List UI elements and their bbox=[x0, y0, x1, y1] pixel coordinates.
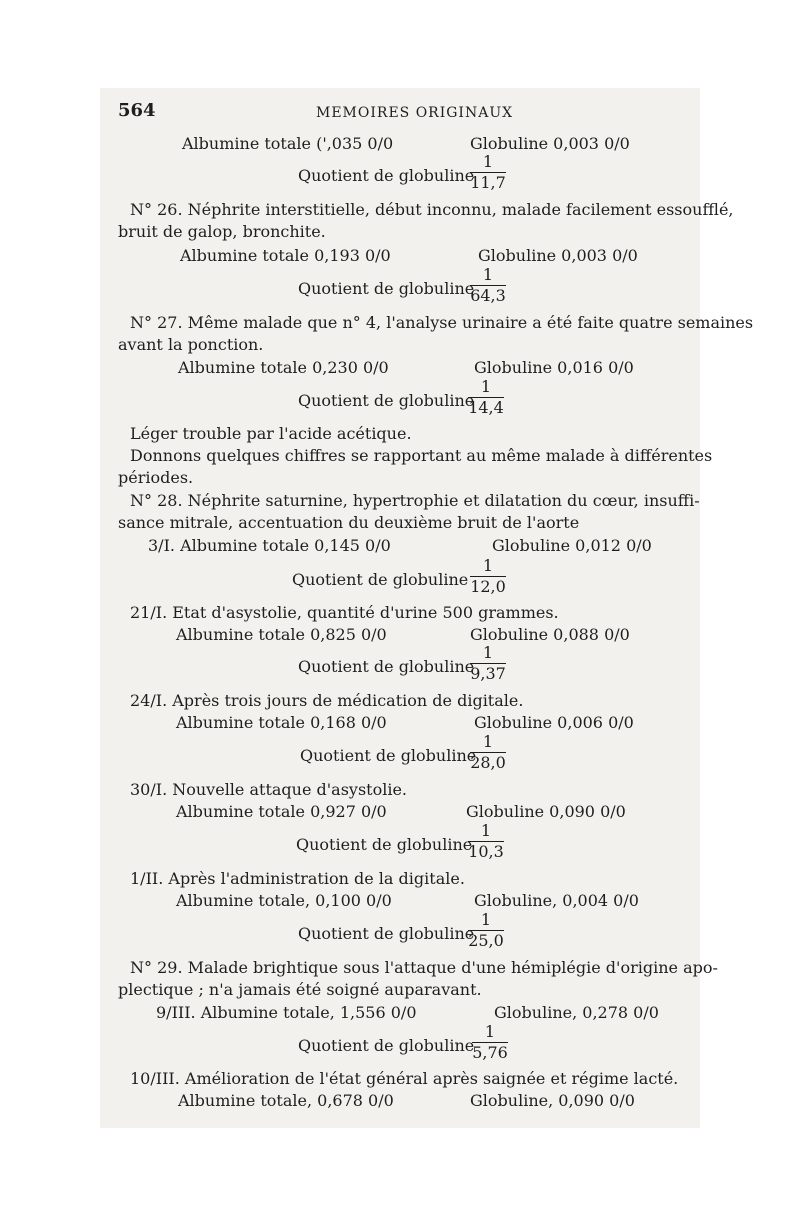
text-line: Albumine totale 0,825 0/0 bbox=[176, 625, 387, 644]
text-line: Globuline 0,088 0/0 bbox=[470, 625, 630, 644]
text-line: Globuline 0,012 0/0 bbox=[492, 536, 652, 555]
text-line: avant la ponction. bbox=[118, 335, 264, 354]
text-line: N° 29. Malade brightique sous l'attaque d'une hémiplégie d'origine apo- bbox=[130, 958, 718, 977]
text-line: Globuline 0,090 0/0 bbox=[466, 802, 626, 821]
quotient-label: Quotient de globuline bbox=[296, 835, 473, 854]
fraction-denominator: 5,76 bbox=[472, 1043, 508, 1062]
text-line: N° 28. Néphrite saturnine, hypertrophie et dilatation du cœur, insuffi- bbox=[130, 491, 700, 510]
quotient-fraction bbox=[466, 378, 506, 417]
quotient-fraction bbox=[470, 1023, 510, 1062]
text-line: périodes. bbox=[118, 468, 194, 487]
text-line: N° 26. Néphrite interstitielle, début inconnu, malade facilement essoufflé, bbox=[130, 200, 734, 219]
text-line: 3/I. Albumine totale 0,145 0/0 bbox=[148, 536, 391, 555]
fraction-denominator: 25,0 bbox=[468, 931, 504, 950]
fraction-numerator: 1 bbox=[480, 910, 492, 929]
fraction-numerator: 1 bbox=[482, 556, 494, 575]
fraction-denominator: 12,0 bbox=[470, 577, 506, 596]
text-line: Albumine totale, 0,100 0/0 bbox=[176, 891, 392, 910]
text-line: Globuline 0,016 0/0 bbox=[474, 358, 634, 377]
quotient-label: Quotient de globuline bbox=[298, 1036, 475, 1055]
quotient-fraction bbox=[468, 557, 508, 596]
fraction-numerator: 1 bbox=[484, 1022, 496, 1041]
text-line: Globuline, 0,278 0/0 bbox=[494, 1003, 659, 1022]
text-line: Globuline 0,006 0/0 bbox=[474, 713, 634, 732]
text-line: N° 27. Même malade que n° 4, l'analyse urinaire a été faite quatre semaines bbox=[130, 313, 754, 332]
fraction-numerator: 1 bbox=[480, 377, 492, 396]
fraction-denominator: 11,7 bbox=[470, 173, 506, 192]
text-line: Globuline, 0,004 0/0 bbox=[474, 891, 639, 910]
text-line: Donnons quelques chiffres se rapportant au même malade à différentes bbox=[130, 446, 713, 465]
fraction-numerator: 1 bbox=[482, 732, 494, 751]
text-line: bruit de galop, bronchite. bbox=[118, 222, 326, 241]
quotient-label: Quotient de globuline bbox=[298, 924, 475, 943]
text-line: 30/I. Nouvelle attaque d'asystolie. bbox=[130, 780, 408, 799]
text-line: Globuline 0,003 0/0 bbox=[470, 134, 630, 153]
text-line: Albumine totale (',035 0/0 bbox=[182, 134, 394, 153]
text-line: Léger trouble par l'acide acétique. bbox=[130, 424, 412, 443]
quotient-label: Quotient de globuline bbox=[298, 391, 475, 410]
text-line: 1/II. Après l'administration de la digitale. bbox=[130, 869, 465, 888]
quotient-fraction bbox=[466, 822, 506, 861]
quotient-fraction bbox=[468, 644, 508, 683]
fraction-numerator: 1 bbox=[482, 643, 494, 662]
text-line: Albumine totale 0,168 0/0 bbox=[176, 713, 387, 732]
quotient-fraction bbox=[466, 911, 506, 950]
text-line: Albumine totale 0,230 0/0 bbox=[178, 358, 389, 377]
quotient-label: Quotient de globuline bbox=[298, 166, 475, 185]
text-line: Globuline, 0,090 0/0 bbox=[470, 1091, 635, 1110]
running-header: MEMOIRES ORIGINAUX bbox=[316, 105, 514, 121]
quotient-label: Quotient de globuline bbox=[298, 279, 475, 298]
text-line: sance mitrale, accentuation du deuxième bruit de l'aorte bbox=[118, 513, 580, 532]
text-line: 10/III. Amélioration de l'état général après saignée et régime lacté. bbox=[130, 1069, 679, 1088]
quotient-label: Quotient de globuline bbox=[300, 746, 477, 765]
fraction-denominator: 9,37 bbox=[470, 664, 506, 683]
quotient-fraction bbox=[468, 733, 508, 772]
text-line: Globuline 0,003 0/0 bbox=[478, 246, 638, 265]
quotient-fraction bbox=[468, 153, 508, 192]
fraction-numerator: 1 bbox=[482, 152, 494, 171]
fraction-denominator: 28,0 bbox=[470, 753, 506, 772]
text-line: Albumine totale 0,193 0/0 bbox=[180, 246, 391, 265]
text-line: 24/I. Après trois jours de médication de digitale. bbox=[130, 691, 524, 710]
fraction-denominator: 14,4 bbox=[468, 398, 504, 417]
fraction-numerator: 1 bbox=[482, 265, 494, 284]
text-line: Albumine totale, 0,678 0/0 bbox=[178, 1091, 394, 1110]
page-number: 564 bbox=[118, 100, 156, 121]
quotient-fraction bbox=[468, 266, 508, 305]
fraction-denominator: 10,3 bbox=[468, 842, 504, 861]
fraction-numerator: 1 bbox=[480, 821, 492, 840]
quotient-label: Quotient de globuline bbox=[298, 657, 475, 676]
text-line: 9/III. Albumine totale, 1,556 0/0 bbox=[156, 1003, 417, 1022]
text-line: 21/I. Etat d'asystolie, quantité d'urine 500 grammes. bbox=[130, 603, 559, 622]
text-line: Albumine totale 0,927 0/0 bbox=[176, 802, 387, 821]
quotient-label: Quotient de globuline bbox=[292, 570, 469, 589]
text-line: plectique ; n'a jamais été soigné auparavant. bbox=[118, 980, 482, 999]
fraction-denominator: 64,3 bbox=[470, 286, 506, 305]
